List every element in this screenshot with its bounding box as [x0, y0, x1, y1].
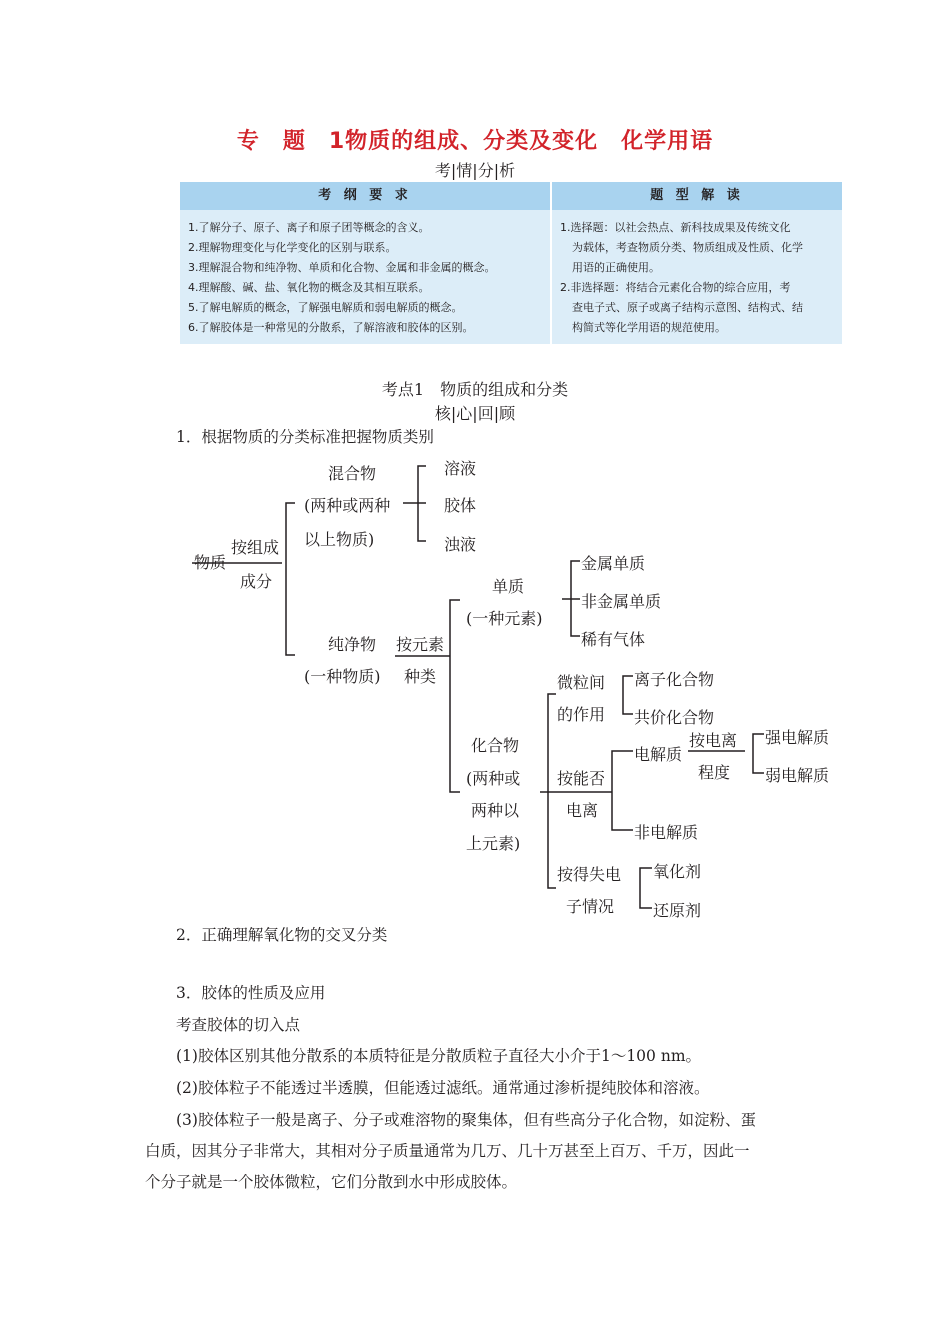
- node-strong-electrolyte: 强电解质: [765, 728, 830, 747]
- list-item: 1.选择题：以社会热点、新科技成果及传统文化: [560, 221, 791, 234]
- list-item: 查电子式、原子或离子结构示意图、结构式、结: [572, 301, 803, 314]
- node-by-electron-transfer-2: 子情况: [566, 897, 615, 916]
- colloid-point-3: (3)胶体粒子一般是离子、分子或难溶物的聚集体，但有些高分子化合物，如淀粉、蛋: [176, 1111, 756, 1129]
- node-by-composition-2: 成分: [240, 572, 273, 591]
- node-by-ionization-degree-2: 程度: [698, 763, 731, 782]
- node-mixture-note-2: 以上物质): [304, 530, 375, 549]
- node-by-element: 按元素: [396, 635, 445, 654]
- node-nonmetal: 非金属单质: [581, 592, 662, 611]
- node-compound-note: (两种或: [466, 769, 521, 788]
- node-compound-note-3: 上元素): [466, 834, 521, 853]
- review-heading: 核|心|回|顾: [434, 404, 516, 423]
- node-pure-substance-note: (一种物质): [304, 667, 381, 686]
- node-covalent-compound: 共价化合物: [634, 708, 715, 727]
- right-column-header: 题 型 解 读: [552, 182, 842, 210]
- list-item: 5.了解电解质的概念，了解强电解质和弱电解质的概念。: [188, 301, 463, 314]
- node-compound: 化合物: [471, 736, 520, 755]
- node-by-composition: 按组成: [231, 538, 280, 557]
- node-particle-interaction: 微粒间: [557, 673, 606, 692]
- node-mixture: 混合物: [328, 464, 377, 483]
- list-item: 3.理解混合物和纯净物、单质和化合物、金属和非金属的概念。: [188, 261, 496, 274]
- node-ionic-compound: 离子化合物: [634, 670, 715, 689]
- node-element-substance: 单质: [492, 577, 525, 596]
- colloid-point-3-cont: 白质，因其分子非常大，其相对分子质量通常为几万、几十万甚至上百万、千万，因此一: [145, 1142, 750, 1160]
- item-1-heading: 1．根据物质的分类标准把握物质类别: [176, 428, 434, 446]
- list-item: 6.了解胶体是一种常见的分散系，了解溶液和胶体的区别。: [188, 321, 474, 334]
- colloid-point-1: (1)胶体区别其他分散系的本质特征是分散质粒子直径大小介于1～100 nm。: [176, 1047, 702, 1065]
- node-metal: 金属单质: [581, 554, 646, 573]
- node-by-electron-transfer: 按得失电: [557, 865, 622, 884]
- node-oxidizing-agent: 氧化剂: [653, 862, 702, 881]
- list-item: 2.理解物理变化与化学变化的区别与联系。: [188, 241, 397, 254]
- node-particle-interaction-2: 的作用: [557, 705, 606, 724]
- node-by-ionization-2: 电离: [566, 801, 599, 820]
- page-title: 专 题 1物质的组成、分类及变化 化学用语: [236, 129, 714, 154]
- node-by-ionization-degree: 按电离: [689, 731, 738, 750]
- colloid-intro: 考查胶体的切入点: [176, 1016, 301, 1034]
- analysis-heading: 考|情|分|析: [434, 161, 516, 180]
- list-item: 1.了解分子、原子、离子和原子团等概念的含义。: [188, 221, 430, 234]
- node-electrolyte: 电解质: [634, 745, 683, 764]
- colloid-point-2: (2)胶体粒子不能透过半透膜，但能透过滤纸。通常通过渗析提纯胶体和溶液。: [176, 1079, 710, 1097]
- list-item: 为载体，考查物质分类、物质组成及性质、化学: [572, 241, 803, 254]
- item-2-heading: 2．正确理解氧化物的交叉分类: [176, 926, 388, 944]
- node-element-substance-note: (一种元素): [466, 609, 543, 628]
- node-by-element-2: 种类: [404, 667, 437, 686]
- node-solution: 溶液: [444, 459, 477, 478]
- node-suspension: 浊液: [444, 535, 477, 554]
- list-item: 4.理解酸、碱、盐、氧化物的概念及其相互联系。: [188, 281, 430, 294]
- list-item: 构简式等化学用语的规范使用。: [572, 321, 726, 334]
- node-noble-gas: 稀有气体: [581, 630, 646, 649]
- node-colloid: 胶体: [444, 496, 477, 515]
- colloid-point-3-cont-2: 个分子就是一个胶体微粒，它们分散到水中形成胶体。: [145, 1173, 518, 1191]
- list-item: 用语的正确使用。: [572, 261, 660, 274]
- node-compound-note-2: 两种以: [471, 801, 520, 820]
- section-title: 考点1 物质的组成和分类: [381, 380, 569, 399]
- item-3-heading: 3．胶体的性质及应用: [176, 984, 326, 1002]
- node-mixture-note: (两种或两种: [304, 496, 391, 515]
- left-column-header: 考 纲 要 求: [180, 182, 550, 210]
- list-item: 2.非选择题：将结合元素化合物的综合应用，考: [560, 281, 791, 294]
- node-weak-electrolyte: 弱电解质: [765, 766, 830, 785]
- node-by-ionization: 按能否: [557, 769, 606, 788]
- node-non-electrolyte: 非电解质: [634, 823, 699, 842]
- node-reducing-agent: 还原剂: [653, 901, 702, 920]
- node-pure-substance: 纯净物: [328, 635, 377, 654]
- node-wuzhi: 物质: [194, 553, 227, 572]
